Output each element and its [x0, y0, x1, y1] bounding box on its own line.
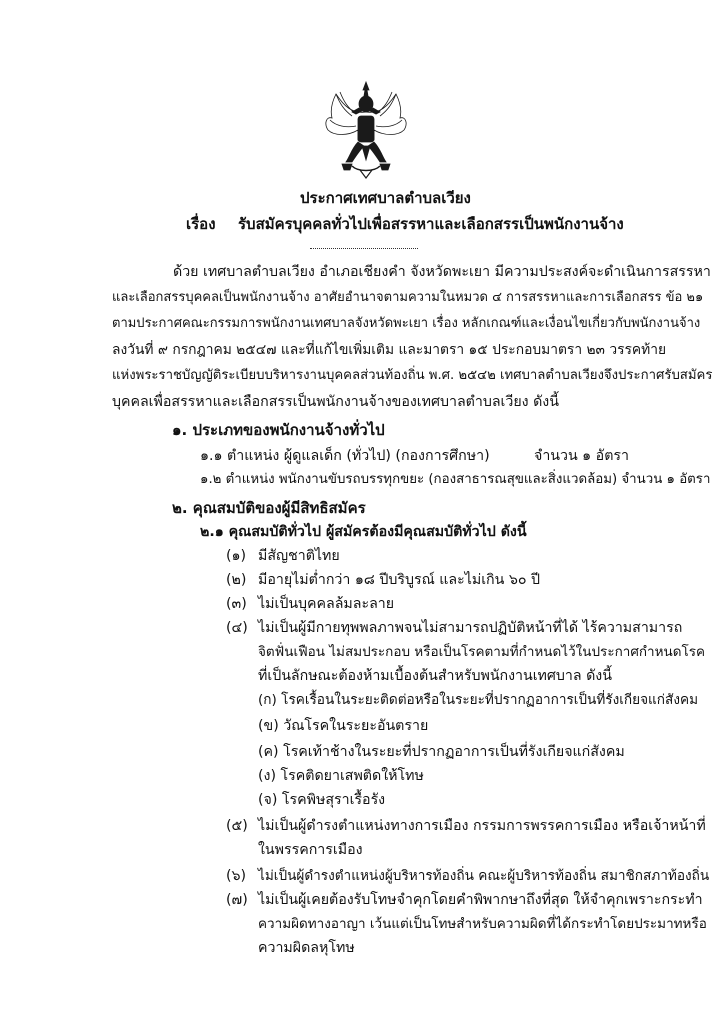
position-1: ๑.๑ ตำแหน่ง ผู้ดูแลเด็ก (ทั่วไป) (กองการศึกษา)	[200, 448, 490, 464]
qualification-2: มีอายุไม่ต่ำกว่า ๑๘ ปีบริบูรณ์ และไม่เกิน ๖๐ ปี	[258, 572, 541, 588]
disease-item: (ง) โรคติดยาเสพติดให้โทษ	[258, 768, 424, 784]
qualification-4-line-1: ไม่เป็นผู้มีกายทุพพลภาพจนไม่สามารถปฏิบัติหน้าที่ได้ ไร้ความสามารถ	[258, 620, 683, 636]
disease-item: (ค) โรคเท้าช้างในระยะที่ปรากฏอาการเป็นที่รังเกียจแก่สังคม	[258, 744, 625, 760]
qualification-1-num: (๑)	[226, 548, 247, 564]
intro-line-4: ลงวันที่ ๙ กรกฎาคม ๒๕๔๗ และที่แก้ไขเพิ่มเติม และมาตรา ๑๕ ประกอบมาตรา ๒๓ วรรคท้าย	[112, 342, 667, 358]
qualification-1: มีสัญชาติไทย	[258, 548, 340, 564]
subject-text: รับสมัครบุคคลทั่วไปเพื่อสรรหาและเลือกสรรเป็นพนักงานจ้าง	[238, 215, 624, 233]
position-2: ๑.๒ ตำแหน่ง พนักงานขับรถบรรทุกขยะ (กองสาธารณสุขและสิ่งแวดล้อม) จำนวน ๑ อัตรา	[200, 472, 711, 487]
intro-line-3: ตามประกาศคณะกรรมการพนักงานเทศบาลจังหวัดพะเยา เรื่อง หลักเกณฑ์และเงื่อนไขเกี่ยวกับพนักงานจ้าง	[112, 316, 701, 331]
announcement-title: ประกาศเทศบาลตำบลเวียง	[300, 189, 471, 207]
qualification-7-line-3: ความผิดลหุโทษ	[258, 940, 355, 956]
separator-dots	[310, 248, 418, 249]
subject-label: เรื่อง	[186, 215, 216, 233]
qualification-5-line-1: ไม่เป็นผู้ดำรงตำแหน่งทางการเมือง กรรมการพรรคการเมือง หรือเจ้าหน้าที่	[258, 818, 706, 834]
disease-item: (ข) วัณโรคในระยะอันตราย	[258, 718, 429, 734]
qualification-3: ไม่เป็นบุคคลล้มละลาย	[258, 596, 395, 612]
qualification-5-line-2: ในพรรคการเมือง	[258, 842, 363, 858]
qualification-2-num: (๒)	[226, 572, 247, 588]
disease-item: (ก) โรคเรื้อนในระยะติดต่อหรือในระยะที่ปรากฏอาการเป็นที่รังเกียจแก่สังคม	[258, 692, 699, 708]
qualification-6: ไม่เป็นผู้ดำรงตำแหน่งผู้บริหารท้องถิ่น คณะผู้บริหารท้องถิ่น สมาชิกสภาท้องถิ่น	[258, 868, 710, 884]
qualification-3-num: (๓)	[226, 596, 247, 612]
section-1-heading: ๑. ประเภทของพนักงานจ้างทั่วไป	[172, 421, 385, 439]
qualification-6-num: (๖)	[226, 868, 247, 884]
intro-line-1: ด้วย เทศบาลตำบลเวียง อำเภอเชียงคำ จังหวัดพะเยา มีความประสงค์จะดำเนินการสรรหา	[173, 264, 711, 280]
qualification-7-line-1: ไม่เป็นผู้เคยต้องรับโทษจำคุกโดยคำพิพากษาถึงที่สุด ให้จำคุกเพราะกระทำ	[258, 892, 703, 908]
qualification-4-line-3: ที่เป็นลักษณะต้องห้ามเบื้องต้นสำหรับพนักงานเทศบาล ดังนี้	[258, 668, 612, 684]
section-2-1-heading: ๒.๑ คุณสมบัติทั่วไป ผู้สมัครต้องมีคุณสมบัติทั่วไป ดังนี้	[200, 524, 527, 540]
intro-line-2: และเลือกสรรบุคคลเป็นพนักงานจ้าง อาศัยอำนาจตามความในหมวด ๔ การสรรหาและการเลือกสรร ข้อ ๒๑	[112, 290, 704, 305]
qualification-7-num: (๗)	[226, 892, 248, 908]
intro-line-5: แห่งพระราชบัญญัติระเบียบบริหารงานบุคคลส่วนท้องถิ่น พ.ศ. ๒๕๔๒ เทศบาลตำบลเวียงจึงประกาศรับสมัคร	[112, 368, 713, 383]
intro-line-6: บุคคลเพื่อสรรหาและเลือกสรรเป็นพนักงานจ้างของเทศบาลตำบลเวียง ดังนี้	[112, 394, 559, 410]
disease-item: (จ) โรคพิษสุราเรื้อรัง	[258, 792, 386, 808]
qualification-4-num: (๔)	[226, 620, 248, 636]
garuda-emblem	[322, 80, 410, 180]
qualification-4-line-2: จิตฟั่นเฟือน ไม่สมประกอบ หรือเป็นโรคตามที่กำหนดไว้ในประกาศกำหนดโรค	[258, 644, 706, 660]
position-1-amount: จำนวน ๑ อัตรา	[534, 448, 629, 464]
section-2-heading: ๒. คุณสมบัติของผู้มีสิทธิสมัคร	[172, 499, 366, 517]
qualification-5-num: (๕)	[226, 818, 248, 834]
qualification-7-line-2: ความผิดทางอาญา เว้นแต่เป็นโทษสำหรับความผิดที่ได้กระทำโดยประมาทหรือ	[258, 916, 707, 932]
